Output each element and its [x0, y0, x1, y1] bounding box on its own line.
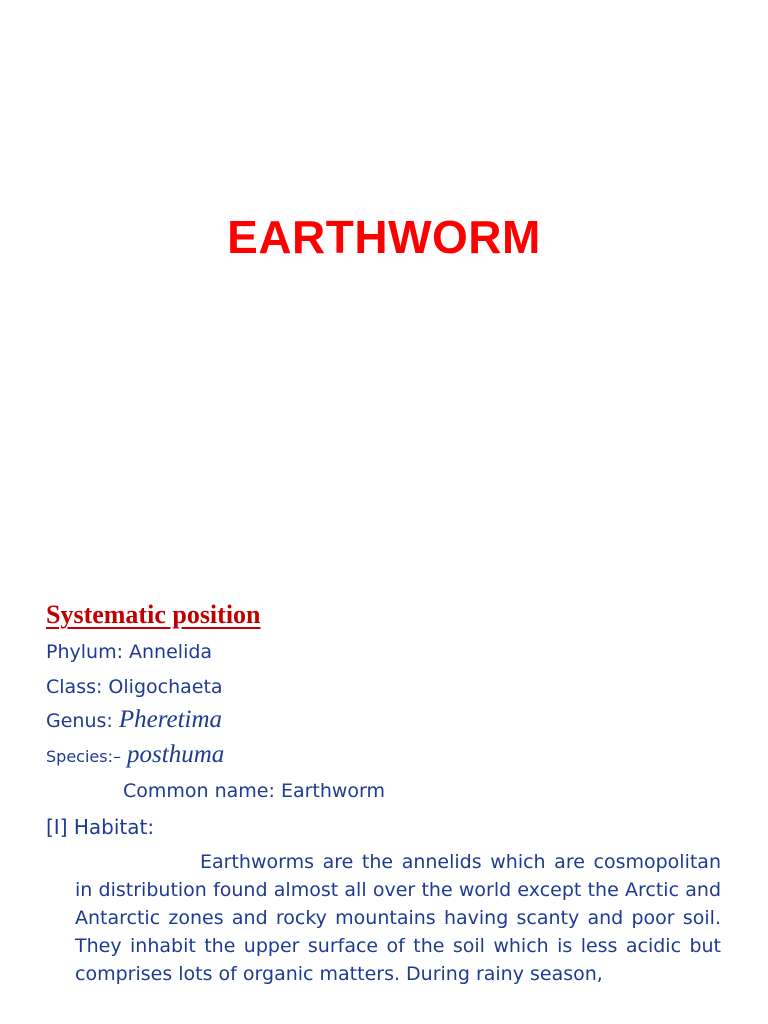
- genus-label: Genus:: [46, 710, 113, 732]
- common-name-line: Common name: Earthworm: [123, 780, 386, 802]
- species-label: Species:–: [46, 747, 121, 766]
- phylum-line: Phylum: Annelida: [46, 641, 213, 663]
- habitat-heading: [I] Habitat:: [46, 815, 155, 839]
- habitat-paragraph: Earthworms are the annelids which are cosmopolitan in distribution found almost all over the world except the Arctic and Antarctic zones and rocky mountains having scanty and poor soil. They inhabit the upper surface of the soil which is less acidic but comprises lots of organic matters. During rainy season,: [75, 851, 721, 985]
- species-line: [46, 741, 224, 769]
- systematic-position-heading: Systematic position: [46, 600, 261, 629]
- species-name: posthuma: [127, 741, 225, 768]
- document-title: EARTHWORM: [227, 211, 541, 263]
- genus-name: Pheretima: [118, 706, 223, 733]
- class-line: Class: Oligochaeta: [46, 676, 223, 698]
- genus-line: [46, 706, 222, 734]
